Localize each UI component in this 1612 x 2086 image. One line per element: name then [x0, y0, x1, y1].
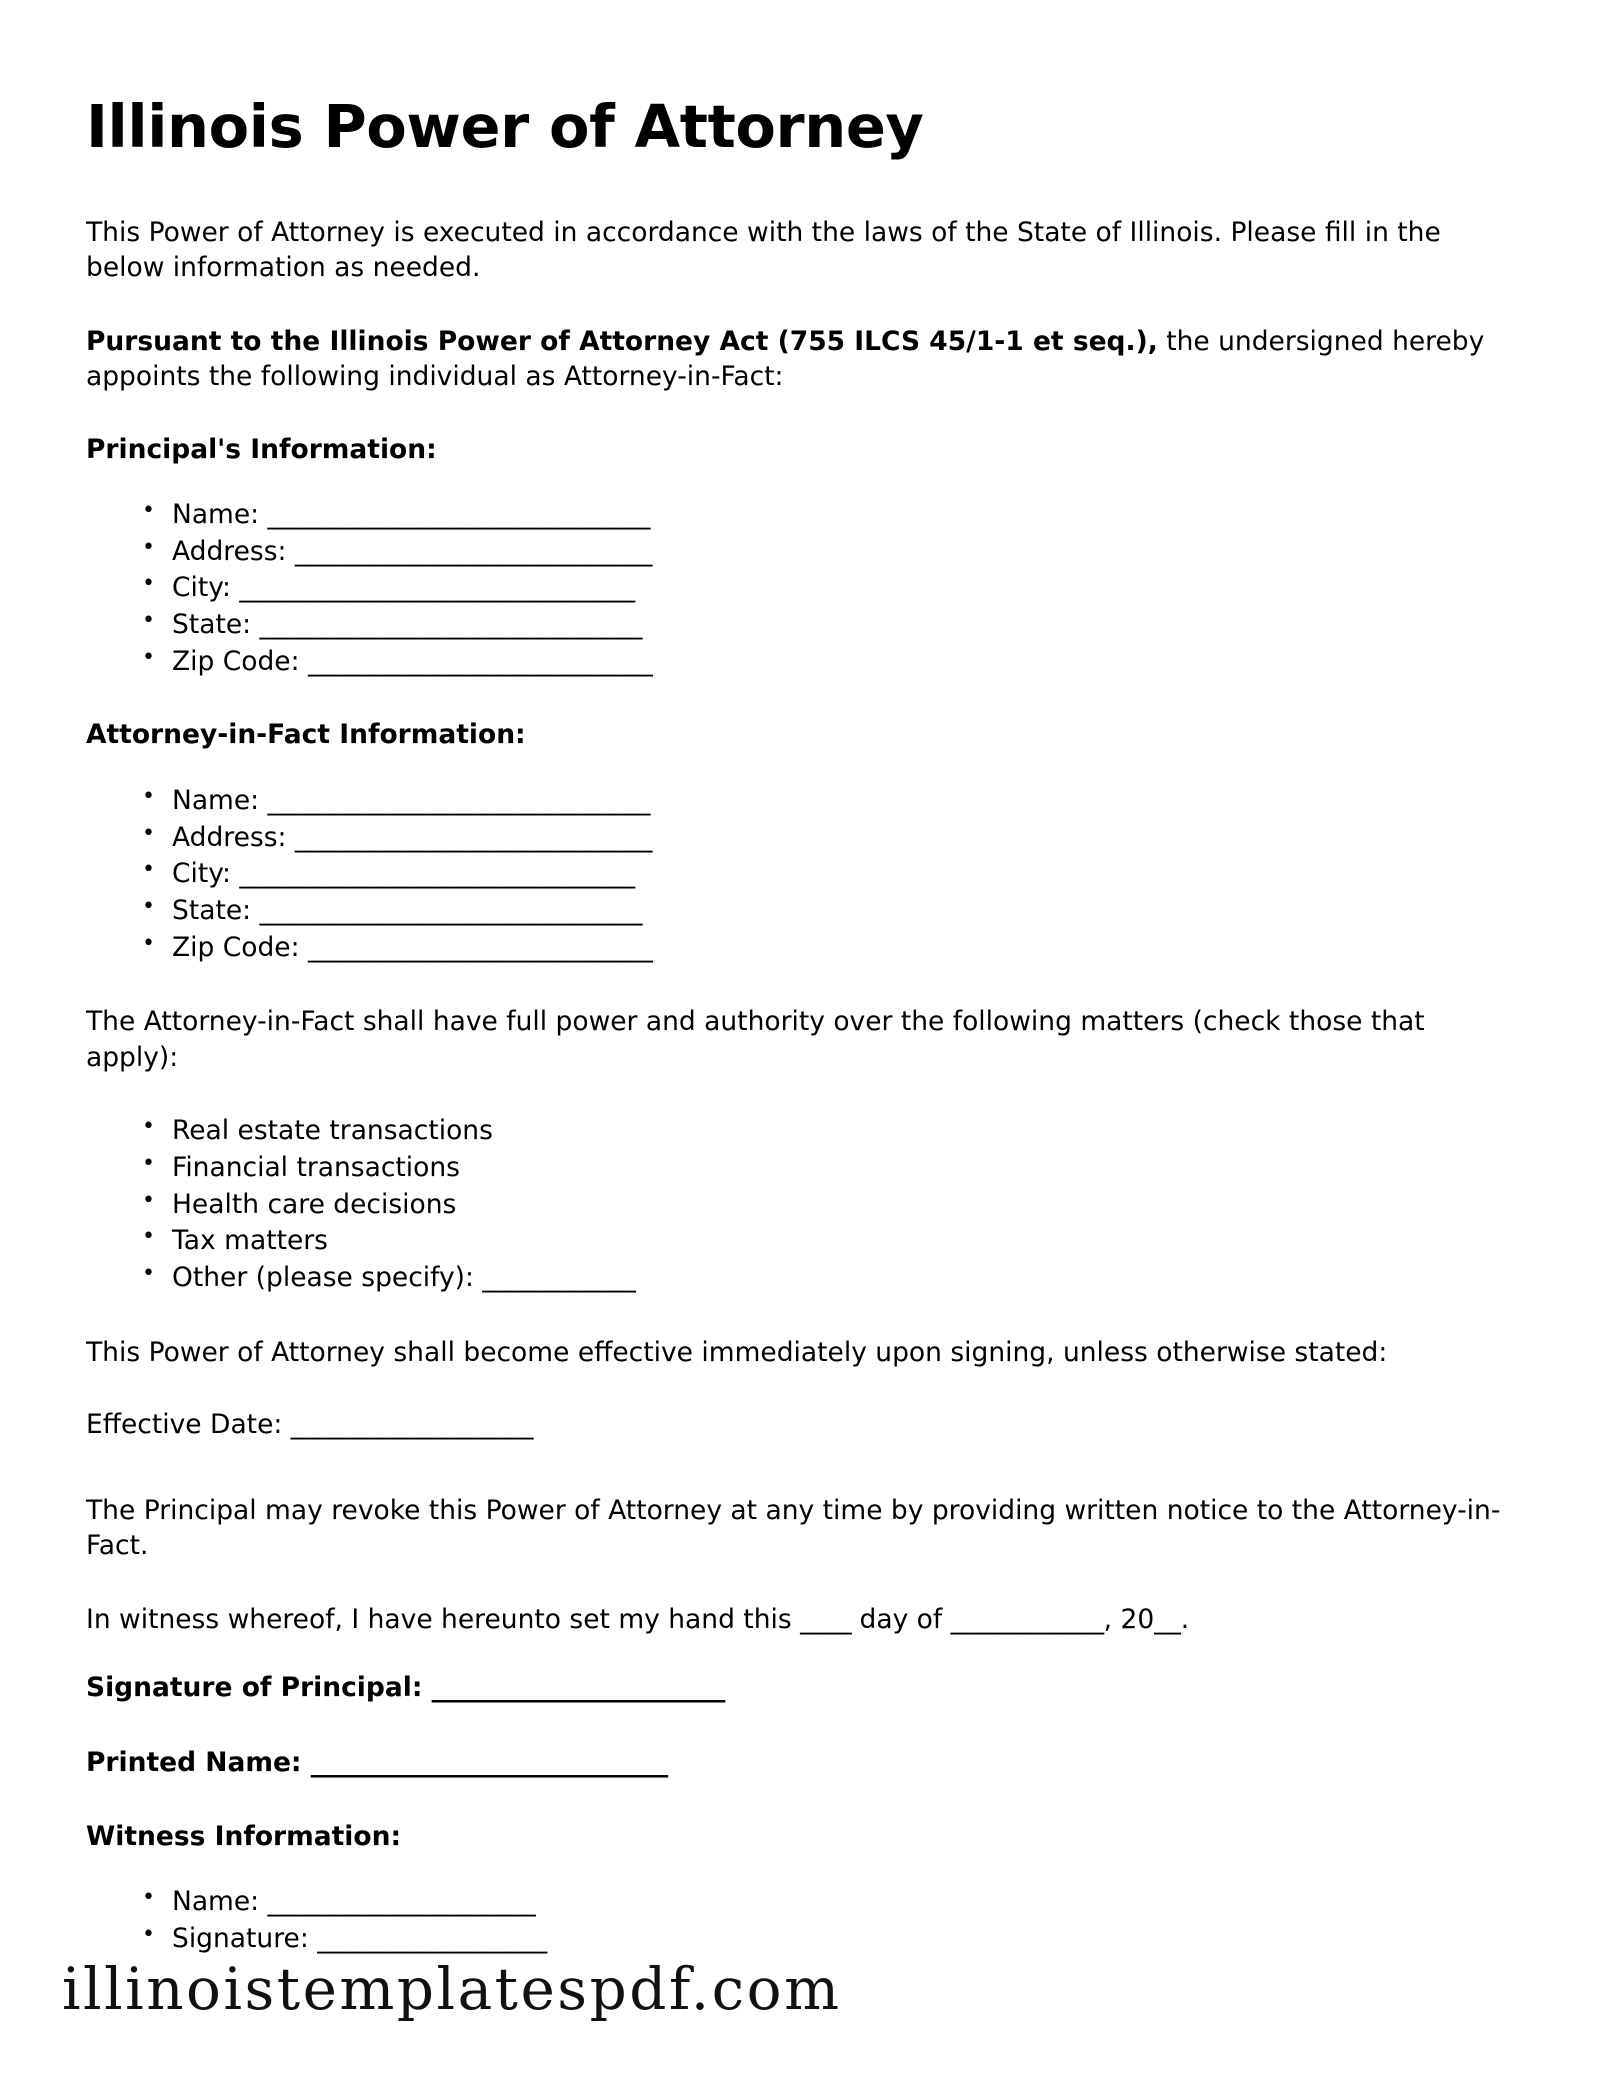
list-item — [142, 783, 1526, 820]
list-item — [142, 607, 1526, 644]
printed-name-line — [86, 1746, 1526, 1780]
list-item[interactable] — [142, 1260, 1526, 1297]
list-item — [142, 570, 1526, 607]
power-other-blank[interactable]: ____________ — [482, 1262, 636, 1294]
list-item[interactable] — [142, 1150, 1526, 1187]
field-blank[interactable]: ___________________________ — [307, 645, 653, 677]
field-label: State: — [172, 894, 252, 926]
list-item — [142, 534, 1526, 571]
power-label: Financial transactions — [172, 1151, 460, 1183]
printed-name-label: Printed Name: — [86, 1746, 302, 1778]
field-label: City: — [172, 858, 231, 890]
list-item — [142, 497, 1526, 534]
field-blank[interactable]: ______________________________ — [267, 784, 651, 816]
field-label: Name: — [172, 498, 260, 530]
effective-date-line — [86, 1408, 1526, 1442]
field-label: City: — [172, 572, 231, 604]
powers-intro-paragraph: The Attorney-in-Fact shall have full power and authority over the following matters (check those that apply): — [86, 1006, 1425, 1073]
power-label: Tax matters — [172, 1225, 328, 1257]
witness-month-blank[interactable]: ____________ — [950, 1603, 1104, 1635]
list-item — [142, 1884, 1526, 1921]
list-item — [142, 1921, 1526, 1958]
field-blank[interactable]: ____________________________ — [294, 535, 652, 567]
list-item[interactable] — [142, 1187, 1526, 1224]
power-label: Health care decisions — [172, 1188, 457, 1220]
witness-clause-part1: In witness whereof, I have hereunto set my hand this — [86, 1603, 801, 1635]
list-item — [142, 930, 1526, 967]
field-label: State: — [172, 609, 252, 641]
field-blank[interactable]: ___________________________ — [307, 931, 653, 963]
attorney-fields-list — [86, 783, 1526, 966]
field-label: Address: — [172, 535, 287, 567]
signature-of-principal-line — [86, 1671, 1526, 1705]
list-item — [142, 856, 1526, 893]
revocation-clause-paragraph: The Principal may revoke this Power of Attorney at any time by providing written notice to the Attorney-in-Fact. — [86, 1494, 1501, 1562]
power-label: Other (please specify): — [172, 1262, 474, 1294]
list-item — [142, 644, 1526, 681]
witness-clause-part3: , 20__. — [1103, 1603, 1190, 1635]
field-blank[interactable]: ______________________________ — [259, 609, 643, 641]
list-item — [142, 820, 1526, 857]
act-citation-rest: the undersigned hereby appoints the following individual as Attorney-in-Fact: — [86, 325, 1485, 393]
signature-of-principal-blank[interactable]: _______________________ — [431, 1672, 725, 1704]
witness-section-heading: Witness Information: — [86, 1821, 402, 1853]
field-label: Zip Code: — [172, 645, 300, 677]
list-item[interactable] — [142, 1113, 1526, 1150]
effective-date-blank[interactable]: ___________________ — [290, 1409, 533, 1441]
signature-of-principal-label: Signature of Principal: — [86, 1672, 423, 1704]
field-blank[interactable]: ____________________________ — [294, 821, 652, 853]
attorney-section-heading: Attorney-in-Fact Information: — [86, 719, 526, 751]
field-blank[interactable]: ______________________________ — [267, 498, 651, 530]
field-blank[interactable]: __________________ — [317, 1923, 547, 1955]
intro-paragraph: This Power of Attorney is executed in accordance with the laws of the State of Illinois. Please fill in the below information as needed. — [86, 216, 1441, 284]
field-blank[interactable]: _____________________ — [267, 1886, 536, 1918]
field-blank[interactable]: _______________________________ — [239, 858, 635, 890]
field-label: Name: — [172, 784, 260, 816]
witness-fields-list — [86, 1884, 1526, 1957]
principal-section-heading: Principal's Information: — [86, 433, 437, 465]
field-blank[interactable]: _______________________________ — [239, 572, 635, 604]
act-clause-paragraph — [86, 324, 1506, 395]
principal-fields-list — [86, 497, 1526, 680]
list-item — [142, 893, 1526, 930]
act-citation-bold: Pursuant to the Illinois Power of Attorney Act (755 ILCS 45/1-1 et seq.), — [86, 325, 1158, 357]
field-label: Signature: — [172, 1923, 309, 1955]
site-watermark: illinoistemplatespdf.com — [62, 1955, 842, 2023]
witness-day-blank[interactable]: ____ — [800, 1603, 852, 1635]
list-item[interactable] — [142, 1223, 1526, 1260]
field-label: Zip Code: — [172, 931, 300, 963]
powers-list — [86, 1113, 1526, 1296]
field-label: Address: — [172, 821, 287, 853]
field-label: Name: — [172, 1886, 260, 1918]
effective-clause-paragraph: This Power of Attorney shall become effective immediately upon signing, unless otherwise stated: — [86, 1336, 1388, 1368]
field-blank[interactable]: ______________________________ — [259, 894, 643, 926]
witness-clause-part2: day of — [851, 1603, 951, 1635]
power-label: Real estate transactions — [172, 1115, 493, 1147]
page-title: Illinois Power of Attorney — [86, 92, 924, 161]
witness-clause-paragraph — [86, 1602, 1506, 1638]
printed-name-blank[interactable]: ____________________________ — [310, 1746, 668, 1778]
effective-date-label: Effective Date: — [86, 1409, 283, 1441]
